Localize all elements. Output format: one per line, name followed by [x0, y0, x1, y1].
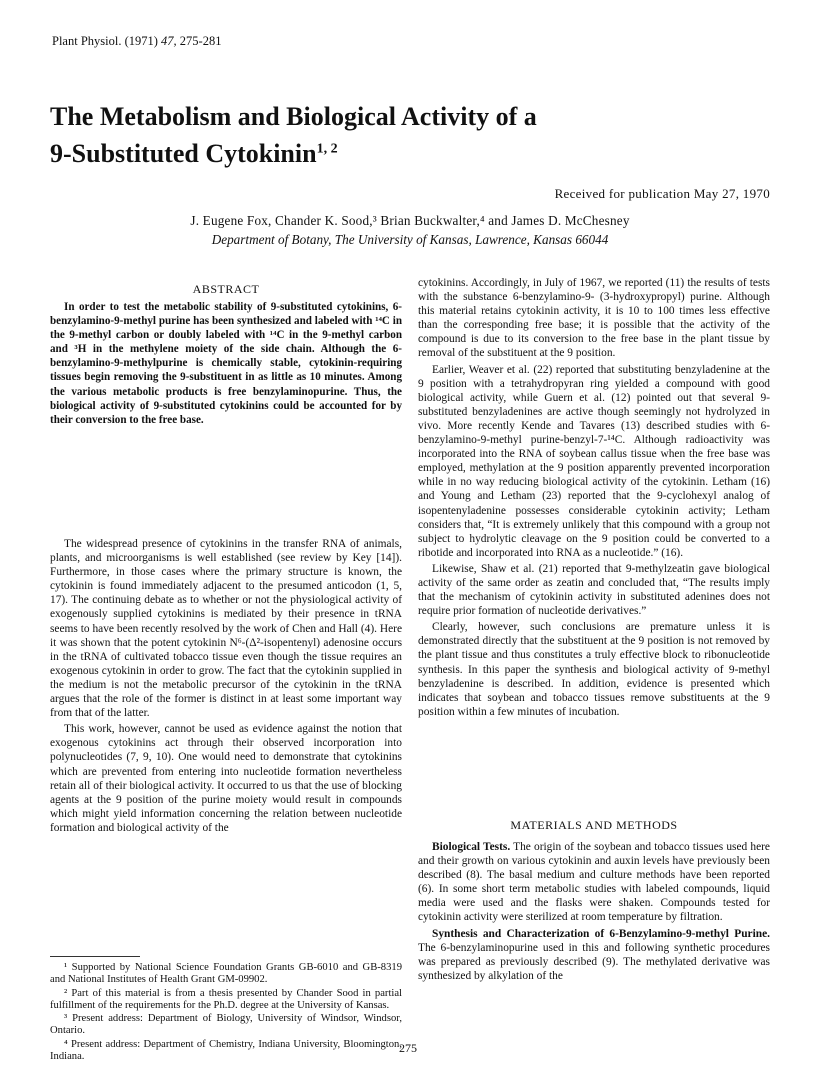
footnote: ¹ Supported by National Science Foundation Grants GB-6010 and GB-8319 and National Institutes of Health Grant GM-09902. [50, 962, 402, 986]
run-in-heading: Biological Tests. [432, 841, 511, 853]
title-footnote-marks: 1, 2 [316, 141, 338, 157]
body-paragraph: Earlier, Weaver et al. (22) reported that substituting benzyladenine at the 9 position with a tetrahydropyran ring yielded a compound with good biological activity, while Guern et al. (12) pointed out that several 9-substituted benzyladenines are active though seemingly not hydrolyzed in vivo. More recently Kende and Tavares (13) described studies with 6-benzylamino-9-methyl purine-benzyl-7-¹⁴C. Although radioactivity was incorporated into the RNA of soybean callus tissue when the free base was employed, methylation at the 9 position apparently prevented incorporation while in no way reducing biological activity of the cytokinin. Letham (16) and Young and Letham (23) reported that the 9-cyclohexyl analog of isopentenyladenine possesses considerable cytokinin activity; Letham considers that, “It is extremely unlikely that this compound with a group not subject to hydrolytic cleavage on the 9 position could be converted to a ribotide and incorporated into RNA as a nucleotide.” (16). [418, 363, 770, 559]
abstract-text: In order to test the metabolic stability of 9-substituted cytokinins, 6-benzylamino-9-methyl purine has been synthesized and labeled with ¹⁴C in the 9-methyl carbon or doubly labeled with ¹⁴C in the 9-methyl carbon and ³H in the methylene moiety of the side chain. Although the 6-benzylamino-9-methylpurine is chemically stable, cytokinin-requiring tissues begin removing the 9-substituent in as little as 10 minutes. Among the various metabolic products is free benzylaminopurine. Thus, the biological activity of 9-substituted cytokinins could be accounted for by their conversion to the free base. [50, 301, 402, 426]
footnote: ⁴ Present address: Department of Chemistry, Indiana University, Bloomington, Indiana. [50, 1038, 402, 1063]
body-paragraph: Likewise, Shaw et al. (21) reported that 9-methylzeatin gave biological activity of the same order as zeatin and concluded that, “The results imply that the mechanism of cytokinin activity in substituted adenines does not require prior formation of nucleotide derivatives.” [418, 562, 770, 618]
footnote: ³ Present address: Department of Biology, University of Windsor, Windsor, Ontario. [50, 1013, 402, 1037]
author-list: J. Eugene Fox, Chander K. Sood,³ Brian Buckwalter,⁴ and James D. McChesney [190, 213, 630, 228]
paper-title [50, 98, 770, 172]
affiliation: Department of Botany, The University of Kansas, Lawrence, Kansas 66044 [211, 232, 609, 247]
methods-heading: MATERIALS AND METHODS [510, 818, 678, 832]
intro-paragraph: The widespread presence of cytokinins in the transfer RNA of animals, plants, and microorganisms is well established (see review by Key [14]). Furthermore, in those cases where the primary structure is known, the cytokinin is found immediately adjacent to the presumed anticodon (1, 5, 17). The continuing debate as to whether or not the physiological activity of exogenously supplied cytokinins is mediated by their presence in tRNA seems to have been recently resolved by the work of Chen and Hall (4). Here it was shown that the potent cytokinin N⁶-(Δ²-isopentenyl) adenosine occurs in the tRNA of cultivated tobacco tissue even though the tissue requires an exogenous cytokinin in order to grow. The fact that the cytokinin supplied in the medium is not the metabolic precursor of the cytokinin in the tRNA argues that the role of the former is distinct in at least some important way from that of the latter. [50, 538, 402, 720]
page-number: 275 [399, 1041, 417, 1055]
title-line-2: 9-Substituted Cytokinin$^{1, 2}$ [50, 139, 338, 168]
received-date: Received for publication May 27, 1970 [554, 186, 770, 201]
introduction-column [50, 537, 402, 835]
journal-citation [52, 34, 221, 49]
methods-column [418, 840, 770, 983]
intro-paragraph: This work, however, cannot be used as evidence against the notion that exogenous cytokinins act through their observed incorporation into polynucleotides (7, 9, 10). One would need to demonstrate that cytokinins which are prevented from entering into nucleotide formation nevertheless retain all of their biological activity. It occurred to us that the use of blocking agents at the 9 position of the purine moiety would result in compounds which might yield information concerning the relation between nucleotide formation and biological activity of the [50, 723, 402, 834]
methods-paragraph-synthesis: Synthesis and Characterization of 6-Benzylamino-9-methyl Purine. The 6-benzylaminopurine used in this and following synthetic procedures was prepared as previously described (9). The methylated derivative was synthesized by alkylation of the [418, 927, 770, 982]
footnote-divider [50, 956, 140, 957]
methods-paragraph-biological-tests: Biological Tests. The origin of the soybean and tobacco tissues used here and their growth on various cytokinin and auxin levels have previously been described (8). The basal medium and culture methods have been reported (6). In some short term metabolic studies with labeled compounds, liquid media were used and the flasks were shaken. Compounds tested for cytokinin activity were sterilized at room temperature by filtration. [418, 841, 770, 924]
title-line-1: The Metabolism and Biological Activity of a [50, 102, 537, 131]
footnote: ² Part of this material is from a thesis presented by Chander Sood in partial fulfillment of the requirements for the Ph.D. degree at the University of Kansas. [50, 987, 402, 1011]
journal-pages: 275-281 [179, 34, 222, 48]
run-in-heading: Synthesis and Characterization of 6-Benzylamino-9-methyl Purine. [432, 927, 770, 940]
journal-volume: 47, [161, 34, 177, 48]
body-paragraph: Clearly, however, such conclusions are premature unless it is demonstrated directly that the substituent at the 9 position is not removed by the plant tissue and thus constitutes a truly effective block to ribonucleotide synthesis. In this paper the synthesis and biological activity of 9-methyl benzyladenine is described. In addition, evidence is presented which indicates that soybean and tobacco tissues remove substituents at the 9 position within a few minutes of incubation. [418, 621, 770, 718]
journal-name: Plant Physiol. (1971) [52, 34, 158, 48]
abstract-body [50, 300, 402, 427]
right-column-text [418, 276, 770, 719]
abstract-heading: ABSTRACT [192, 282, 260, 296]
body-paragraph: cytokinins. Accordingly, in July of 1967, we reported (11) the results of tests with the substance 6-benzylamino-9- (3-hydroxypropyl) purine. Although this material retains cytokinin activity, it is 10 to 100 times less effective than the corresponding free base; it is possible that the activity of the compound is due to its conversion to the free base in the plant tissue by removal of the substituent at the 9 position. [418, 277, 770, 360]
